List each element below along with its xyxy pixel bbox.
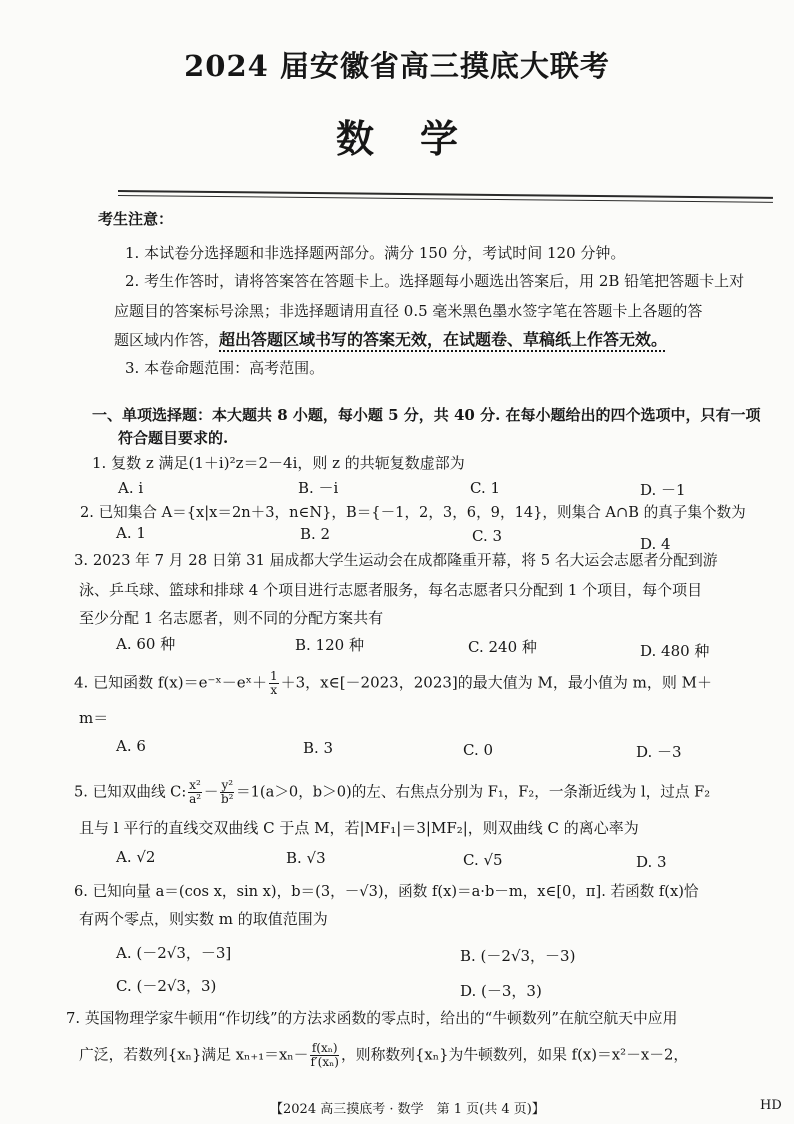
notice-heading: 考生注意： — [98, 210, 174, 228]
section-heading-line-2: 符合题目要求的. — [118, 429, 229, 447]
notice-item-1: 1. 本试卷分选择题和非选择题两部分。满分 150 分，考试时间 120 分钟。 — [125, 244, 626, 262]
q6-line-1: 6. 已知向量 a＝(cos x，sin x)，b＝(3，－√3)，函数 f(x)＝a·b－m，x∈[0，π]. 若函数 f(x)恰 — [74, 883, 699, 900]
notice-item-2-line-3 — [114, 330, 667, 350]
q6-option-c: C. (－2√3，3) — [116, 977, 217, 995]
notice-item-2-line-1: 2. 考生作答时，请将答案答在答题卡上。选择题每小题选出答案后，用 2B 铅笔把答题卡上对 — [125, 272, 745, 290]
q4-option-a: A. 6 — [116, 737, 146, 755]
notice-item-3: 3. 本卷命题范围：高考范围。 — [125, 359, 325, 377]
q7-fraction-numerator: f(xₙ) — [311, 1041, 338, 1055]
q4-fraction-denominator: x — [270, 683, 278, 697]
q5-fraction-x-numerator: x² — [189, 778, 201, 792]
q5-option-d: D. 3 — [636, 853, 667, 871]
q6-line-2: 有两个零点，则实数 m 的取值范围为 — [79, 910, 328, 928]
notice-item-2-line-2: 应题目的答案标号涂黑；非选择题请用直径 0.5 毫米黑色墨水签字笔在答题卡上各题的答 — [114, 302, 703, 320]
section-heading-line-1: 一、单项选择题：本大题共 8 小题，每小题 5 分，共 40 分. 在每小题给出的四个选项中，只有一项 — [92, 406, 761, 424]
q5-fraction-y-numerator: y² — [221, 778, 234, 792]
q3-option-b: B. 120 种 — [295, 636, 364, 654]
q7-fraction-denominator: f′(xₙ) — [310, 1055, 339, 1069]
q5-option-c: C. √5 — [463, 851, 503, 869]
subject-title: 数学 — [335, 116, 504, 161]
q1-option-a: A. i — [118, 479, 144, 497]
q2-option-c: C. 3 — [472, 527, 503, 545]
notice-item-2-line-3-plain: 题区域内作答， — [114, 331, 220, 349]
q7-fraction — [310, 1042, 339, 1069]
q5-option-a: A. √2 — [116, 848, 156, 866]
q3-option-c: C. 240 种 — [468, 638, 537, 656]
q4-line-2: m＝ — [79, 709, 109, 727]
footer-code: HD — [760, 1098, 782, 1113]
q6-option-d: D. (－3，3) — [460, 982, 542, 1000]
q5-line-1-start: 5. 已知双曲线 C: — [74, 783, 187, 801]
q6-option-b: B. (－2√3，－3) — [460, 947, 576, 965]
page-footer: 【2024 高三摸底考 · 数学 第 1 页(共 4 页)】 — [270, 1102, 545, 1117]
q7-line-1: 7. 英国物理学家牛顿用“作切线”的方法求函数的零点时，给出的“牛顿数列”在航空航天中应用 — [66, 1010, 678, 1027]
q2-stem: 2. 已知集合 A＝{x|x＝2n＋3，n∈N}，B＝{－1，2，3，6，9，14}，则集合 A∩B 的真子集个数为 — [80, 504, 746, 521]
q3-line-2: 泳、乒乓球、篮球和排球 4 个项目进行志愿者服务，每名志愿者只分配到 1 个项目，每个项目 — [79, 581, 703, 599]
q5-option-b: B. √3 — [286, 849, 326, 867]
q5-line-1-end: ＝1(a＞0，b＞0)的左、右焦点分别为 F₁，F₂，一条渐近线为 l，过点 F₂ — [236, 783, 711, 801]
q4-line-1 — [74, 670, 712, 697]
q4-fraction-numerator: 1 — [269, 669, 278, 683]
notice-item-2-emphasis: 超出答题区域书写的答案无效，在试题卷、草稿纸上作答无效。 — [219, 330, 668, 349]
q2-option-b: B. 2 — [300, 525, 331, 543]
q3-line-1: 3. 2023 年 7 月 28 日第 31 届成都大学生运动会在成都隆重开幕，将 5 名大运会志愿者分配到游 — [74, 552, 718, 569]
q5-line-2: 且与 l 平行的直线交双曲线 C 于点 M，若|MF₁|＝3|MF₂|，则双曲线 C 的离心率为 — [79, 819, 639, 837]
q5-fraction-x — [188, 779, 202, 806]
q5-minus: － — [203, 783, 219, 801]
q7-line-2-start: 广泛，若数列{xₙ}满足 xₙ₊₁＝xₙ－ — [79, 1046, 309, 1064]
q5-fraction-y-denominator: b² — [221, 792, 234, 806]
q1-option-d: D. －1 — [640, 481, 686, 499]
q1-option-b: B. －i — [298, 479, 339, 497]
q4-line-1-end: ＋3，x∈[－2023，2023]的最大值为 M，最小值为 m，则 M＋ — [280, 673, 712, 692]
q5-fraction-y — [220, 779, 234, 806]
q5-fraction-x-denominator: a² — [189, 792, 202, 806]
q6-option-a: A. (－2√3，－3] — [116, 944, 232, 962]
q4-line-1-start: 4. 已知函数 f(x)＝e⁻ˣ－eˣ＋ — [74, 673, 267, 692]
q1-stem: 1. 复数 z 满足(1＋i)²z＝2－4i，则 z 的共轭复数虚部为 — [92, 454, 465, 472]
q4-option-b: B. 3 — [303, 739, 334, 757]
q4-option-c: C. 0 — [463, 741, 494, 759]
q3-option-a: A. 60 种 — [116, 635, 176, 653]
q3-line-3: 至少分配 1 名志愿者，则不同的分配方案共有 — [79, 609, 384, 627]
q7-line-2-end: ，则称数列{xₙ}为牛顿数列，如果 f(x)＝x²－x－2， — [340, 1046, 689, 1064]
q1-option-c: C. 1 — [470, 479, 501, 497]
q7-line-2 — [79, 1042, 688, 1069]
q2-option-a: A. 1 — [116, 524, 146, 542]
q5-line-1 — [74, 779, 710, 806]
q2-option-d: D. 4 — [640, 535, 671, 553]
exam-title: 2024 届安徽省高三摸底大联考 — [184, 49, 610, 83]
q3-option-d: D. 480 种 — [640, 642, 710, 660]
q4-fraction — [269, 670, 279, 697]
q4-option-d: D. －3 — [636, 743, 682, 761]
